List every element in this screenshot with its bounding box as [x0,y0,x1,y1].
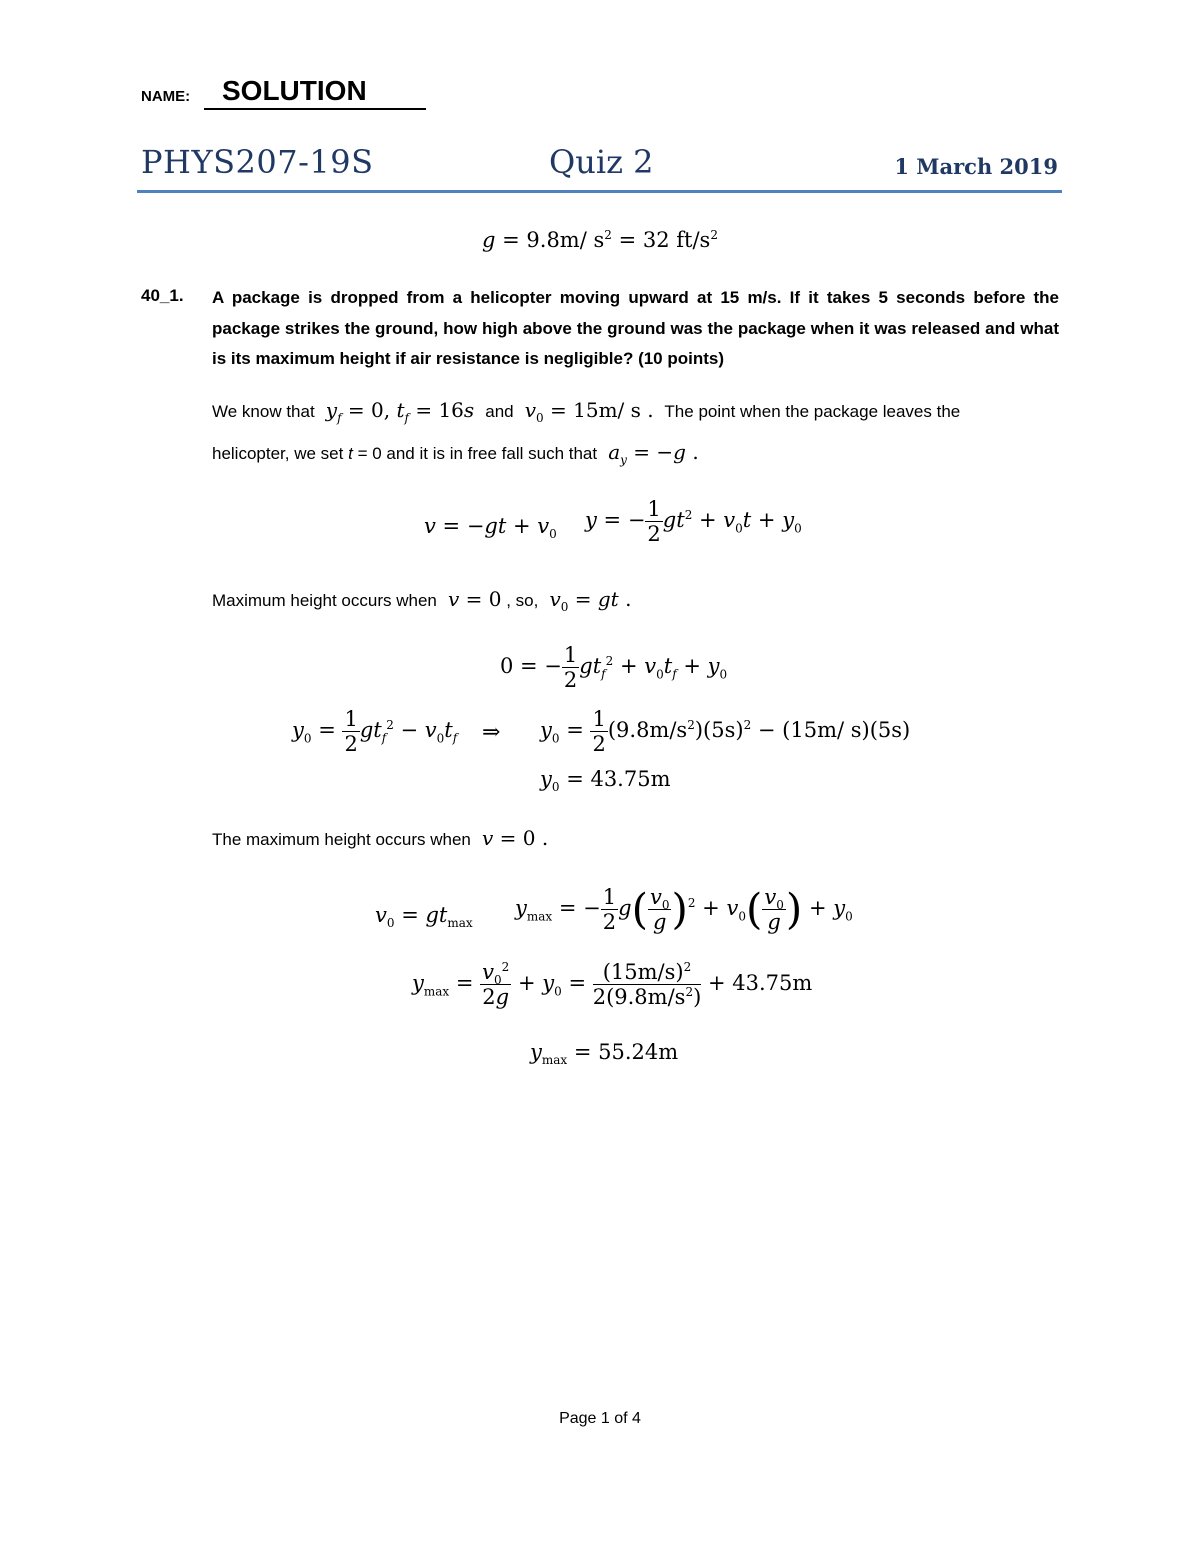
max-height-line-2 [212,826,548,850]
course-code: PHYS207-19S [141,143,374,181]
velocity-equation: $v = -gt + v_0$ [424,514,557,542]
text-t: t [348,444,353,463]
v-zero-equation-2: v = 0 . [481,826,549,850]
v-zero-equation: v = 0 [447,587,502,611]
ymax-substitution: $y_{max}$ = $\frac{v_0^2}{2g}$ + $y_0$ = $\frac{(15m/s)^2}{2(9.8m/s^2)}$ + 43.75m [412,960,813,1010]
ymax-equation: $y_{max}$ = − $\frac{1}{2}$ g( $\frac{v_0}{g}$ )$^2 + v_0$( $\frac{v_0}{g}$ ) + $y_0$ [515,884,853,935]
solution-line-1 [212,398,961,425]
zero-equation: 0 = − $\frac{1}{2}$ $gt_f^2 + v_0t_f + y_0$ [500,643,728,693]
text-point: The point when the package leaves the [664,402,961,421]
question-text: A package is dropped from a helicopter moving upward at 15 m/s. If it takes 5 seconds before the package strikes the ground, how high above the ground was the package when it was released and what is its maximum height if air resistance is negligible? (10 points) [212,288,1059,368]
position-equation: y = − $\frac{1}{2}$ $gt^2 + v_0t + y_0$ [585,497,802,547]
y0-result: $y_0 = 43.75m$ [540,767,671,795]
v0-gt-equation: $v_0$ = gt . [549,587,632,614]
name-value: SOLUTION [204,74,426,110]
text-helicopter: helicopter, we set [212,444,344,463]
implies-arrow: ⇒ [482,720,501,745]
given-equation-1: $y_f = 0$, $t_f = 16s$ [325,398,475,425]
quiz-date: 1 March 2019 [894,154,1058,179]
page-footer: Page 1 of 4 [559,1410,641,1427]
solution-line-2 [212,440,699,467]
text-max-height-2: The maximum height occurs when [212,830,471,849]
acceleration-equation: $a_y = -g$ . [608,440,699,467]
max-height-line [212,587,632,614]
text-so: , so, [506,591,539,610]
y0-equation: $y_0$ = $\frac{1}{2}$ $gt_f^2 - v_0t_f$ [292,707,458,757]
header-rule [137,190,1062,193]
page-title: Quiz 2 [549,143,654,181]
text-given: We know that [212,402,315,421]
name-label: NAME: [141,88,191,105]
question-number: 40_1. [141,286,184,305]
y0-substitution: $y_0$ = $\frac{1}{2}$ $(9.8m/s^2)(5s)^2 - (15m/$ s)(5s) [540,707,911,757]
text-and: and [485,402,514,421]
v0-tmax-equation: $v_0 = gt_{max}$ [375,903,473,931]
given-equation-2: $v_0 = 15m/$ s . [524,398,660,425]
text-free-fall: = 0 and it is in free fall such that [357,444,598,463]
ymax-result: $y_{max} = 55.24m$ [530,1040,679,1068]
text-max-height: Maximum height occurs when [212,591,437,610]
constants-equation: g = 9.8m/ $s^2 = 32$ $ft/s^2$ [482,228,718,252]
